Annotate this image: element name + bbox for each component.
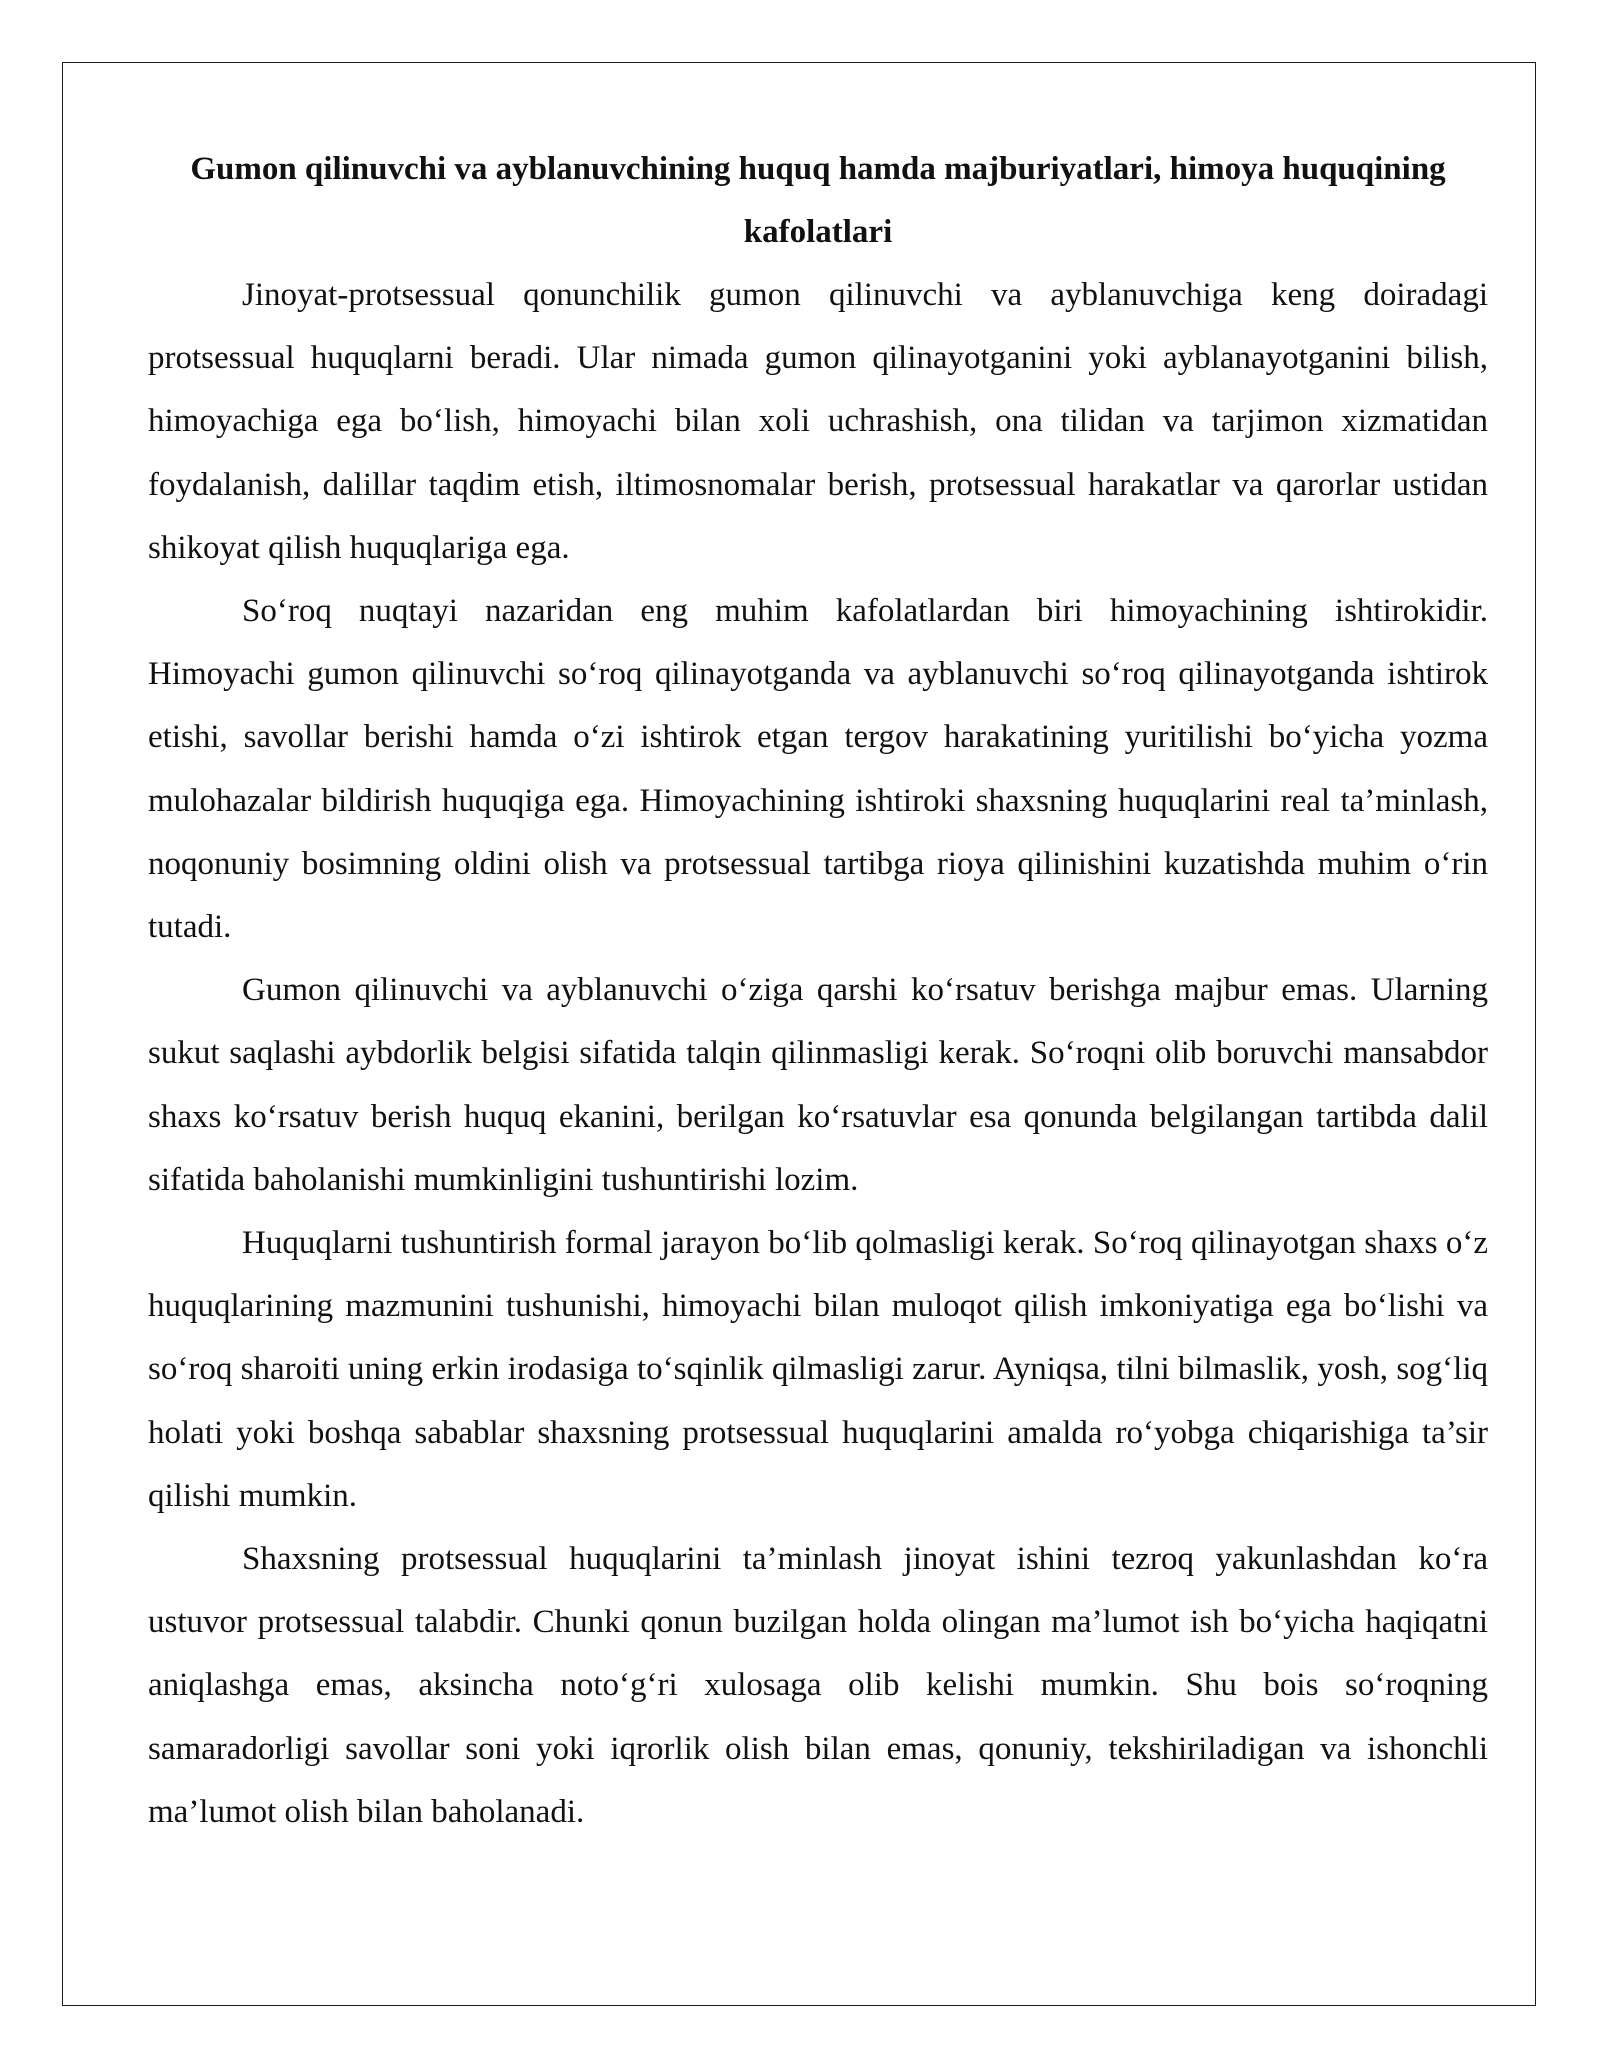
paragraph-4: Huquqlarni tushuntirish formal jarayon bo‘lib qolmasligi kerak. So‘roq qilinayotgan shaxs o‘z huquqlarining mazmunini tushunishi, himoyachi bilan muloqot qilish imkoniyatiga ega bo‘lishi va so‘roq sharoiti uning erkin irodasiga to‘sqinlik qilmasligi zarur. Ayniqsa, tilni bilmaslik, yosh, sog‘liq holati yoki boshqa sabablar shaxsning protsessual huquqlarini amalda ro‘yobga chiqarishiga ta’sir qilishi mumkin. [148, 1225, 1488, 1514]
paragraph-2: So‘roq nuqtayi nazaridan eng muhim kafolatlardan biri himoyachining ishtirokidir. Himoyachi gumon qilinuvchi so‘roq qilinayotganda va ayblanuvchi so‘roq qilinayotganda ishtirok etishi, savollar berishi hamda o‘zi ishtirok etgan tergov harakatining yuritilishi bo‘yicha yozma mulohazalar bildirish huquqiga ega. Himoyachining ishtiroki shaxsning huquqlarini real ta’minlash, noqonuniy bosimning oldini olish va protsessual tartibga rioya qilinishini kuzatishda muhim o‘rin tutadi. [148, 593, 1488, 946]
paragraph-5: Shaxsning protsessual huquqlarini ta’minlash jinoyat ishini tezroq yakunlashdan ko‘ra ustuvor protsessual talabdir. Chunki qonun buzilgan holda olingan ma’lumot ish bo‘yicha haqiqatni aniqlashga emas, aksincha noto‘g‘ri xulosaga olib kelishi mumkin. Shu bois so‘roqning samaradorligi savollar soni yoki iqrorlik olish bilan emas, qonuniy, tekshiriladigan va ishonchli ma’lumot olish bilan baholanadi. [148, 1541, 1488, 1830]
document-body [148, 138, 1488, 1844]
paragraph-1: Jinoyat-protsessual qonunchilik gumon qilinuvchi va ayblanuvchiga keng doiradagi protsessual huquqlarni beradi. Ular nimada gumon qilinayotganini yoki ayblanayotganini bilish, himoyachiga ega bo‘lish, himoyachi bilan xoli uchrashish, ona tilidan va tarjimon xizmatidan foydalanish, dalillar taqdim etish, iltimosnomalar berish, protsessual harakatlar va qarorlar ustidan shikoyat qilish huquqlariga ega. [148, 277, 1488, 566]
document-title: Gumon qilinuvchi va ayblanuvchining huquq hamda majburiyatlari, himoya huquqining kafolatlari [190, 151, 1446, 250]
paragraph-3: Gumon qilinuvchi va ayblanuvchi o‘ziga qarshi ko‘rsatuv berishga majbur emas. Ularning sukut saqlashi aybdorlik belgisi sifatida talqin qilinmasligi kerak. So‘roqni olib boruvchi mansabdor shaxs ko‘rsatuv berish huquq ekanini, berilgan ko‘rsatuvlar esa qonunda belgilangan tartibda dalil sifatida baholanishi mumkinligini tushuntirishi lozim. [148, 972, 1488, 1198]
